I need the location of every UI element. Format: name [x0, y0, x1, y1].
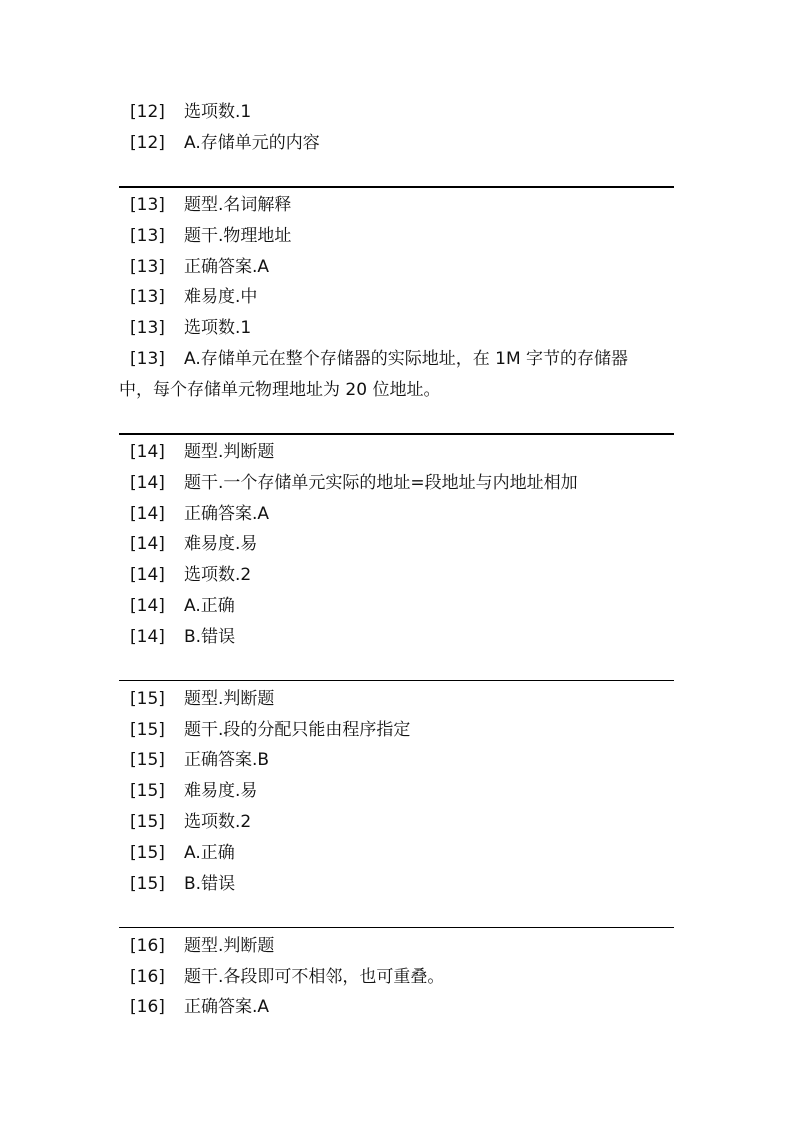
question-number: [15]	[130, 720, 165, 740]
question-number: [15]	[130, 843, 165, 863]
q13-line	[130, 286, 257, 308]
q13-line	[130, 256, 269, 278]
question-field: B.错误	[184, 627, 236, 647]
question-field: 题型.判断题	[184, 689, 275, 709]
question-number: [14]	[130, 596, 165, 616]
section-divider	[119, 680, 674, 681]
question-number: [13]	[130, 226, 165, 246]
q15-line	[130, 719, 410, 741]
question-field: A.正确	[184, 596, 235, 616]
q16-line	[130, 966, 444, 988]
question-number: [14]	[130, 565, 165, 585]
question-field: 题型.判断题	[184, 936, 275, 956]
question-field: A.正确	[184, 843, 235, 863]
question-field: 题干.各段即可不相邻，也可重叠。	[184, 967, 445, 987]
question-number: [13]	[130, 349, 165, 369]
q16-line	[130, 935, 274, 957]
question-field: 正确答案.B	[184, 750, 270, 770]
question-field: 选项数.1	[184, 102, 252, 122]
question-number: [14]	[130, 504, 165, 524]
section-divider	[119, 433, 674, 435]
question-number: [12]	[130, 133, 165, 153]
question-number: [14]	[130, 442, 165, 462]
question-field: 难易度.易	[184, 781, 258, 801]
q12-line	[130, 101, 251, 123]
question-number: [13]	[130, 287, 165, 307]
q12-line	[130, 132, 320, 154]
q15-line	[130, 811, 251, 833]
q13-option-continuation	[119, 379, 440, 401]
question-number: [14]	[130, 627, 165, 647]
q13-line	[130, 317, 251, 339]
q15-line	[130, 842, 235, 864]
question-field: 题干.物理地址	[184, 226, 292, 246]
q15-line	[130, 873, 235, 895]
q15-line	[130, 749, 269, 771]
q13-line	[130, 225, 291, 247]
question-number: [16]	[130, 967, 165, 987]
section-divider	[119, 186, 674, 188]
question-number: [13]	[130, 195, 165, 215]
q14-line	[130, 626, 235, 648]
question-number: [15]	[130, 812, 165, 832]
question-field: 正确答案.A	[184, 257, 270, 277]
question-number: [13]	[130, 318, 165, 338]
q14-line	[130, 472, 578, 494]
question-number: [14]	[130, 534, 165, 554]
question-number: [13]	[130, 257, 165, 277]
question-number: [16]	[130, 936, 165, 956]
option-text-continued: 中，每个存储单元物理地址为 20 位地址。	[119, 380, 441, 400]
q14-line	[130, 441, 274, 463]
q14-line	[130, 595, 235, 617]
question-number: [16]	[130, 997, 165, 1017]
question-number: [15]	[130, 689, 165, 709]
q14-line	[130, 503, 269, 525]
question-number: [15]	[130, 781, 165, 801]
question-number: [12]	[130, 102, 165, 122]
question-field: 题干.段的分配只能由程序指定	[184, 720, 411, 740]
question-field: B.错误	[184, 874, 236, 894]
question-field: 选项数.1	[184, 318, 252, 338]
question-number: [14]	[130, 473, 165, 493]
question-field: 难易度.易	[184, 534, 258, 554]
question-field: A.存储单元的内容	[184, 133, 320, 153]
q14-line	[130, 564, 251, 586]
question-field: 题干.一个存储单元实际的地址=段地址与内地址相加	[184, 473, 578, 493]
section-divider	[119, 927, 674, 928]
question-field: 正确答案.A	[184, 504, 270, 524]
q14-line	[130, 533, 257, 555]
q13-line	[130, 194, 291, 216]
question-number: [15]	[130, 750, 165, 770]
question-field: 题型.判断题	[184, 442, 275, 462]
q13-option-line	[130, 348, 628, 370]
q15-line	[130, 780, 257, 802]
question-field: 难易度.中	[184, 287, 258, 307]
question-field: 选项数.2	[184, 565, 252, 585]
question-number: [15]	[130, 874, 165, 894]
question-field: 选项数.2	[184, 812, 252, 832]
q15-line	[130, 688, 274, 710]
question-field: 正确答案.A	[184, 997, 270, 1017]
q16-line	[130, 996, 269, 1018]
option-text: A.存储单元在整个存储器的实际地址，在 1M 字节的存储器	[184, 349, 629, 369]
question-field: 题型.名词解释	[184, 195, 292, 215]
